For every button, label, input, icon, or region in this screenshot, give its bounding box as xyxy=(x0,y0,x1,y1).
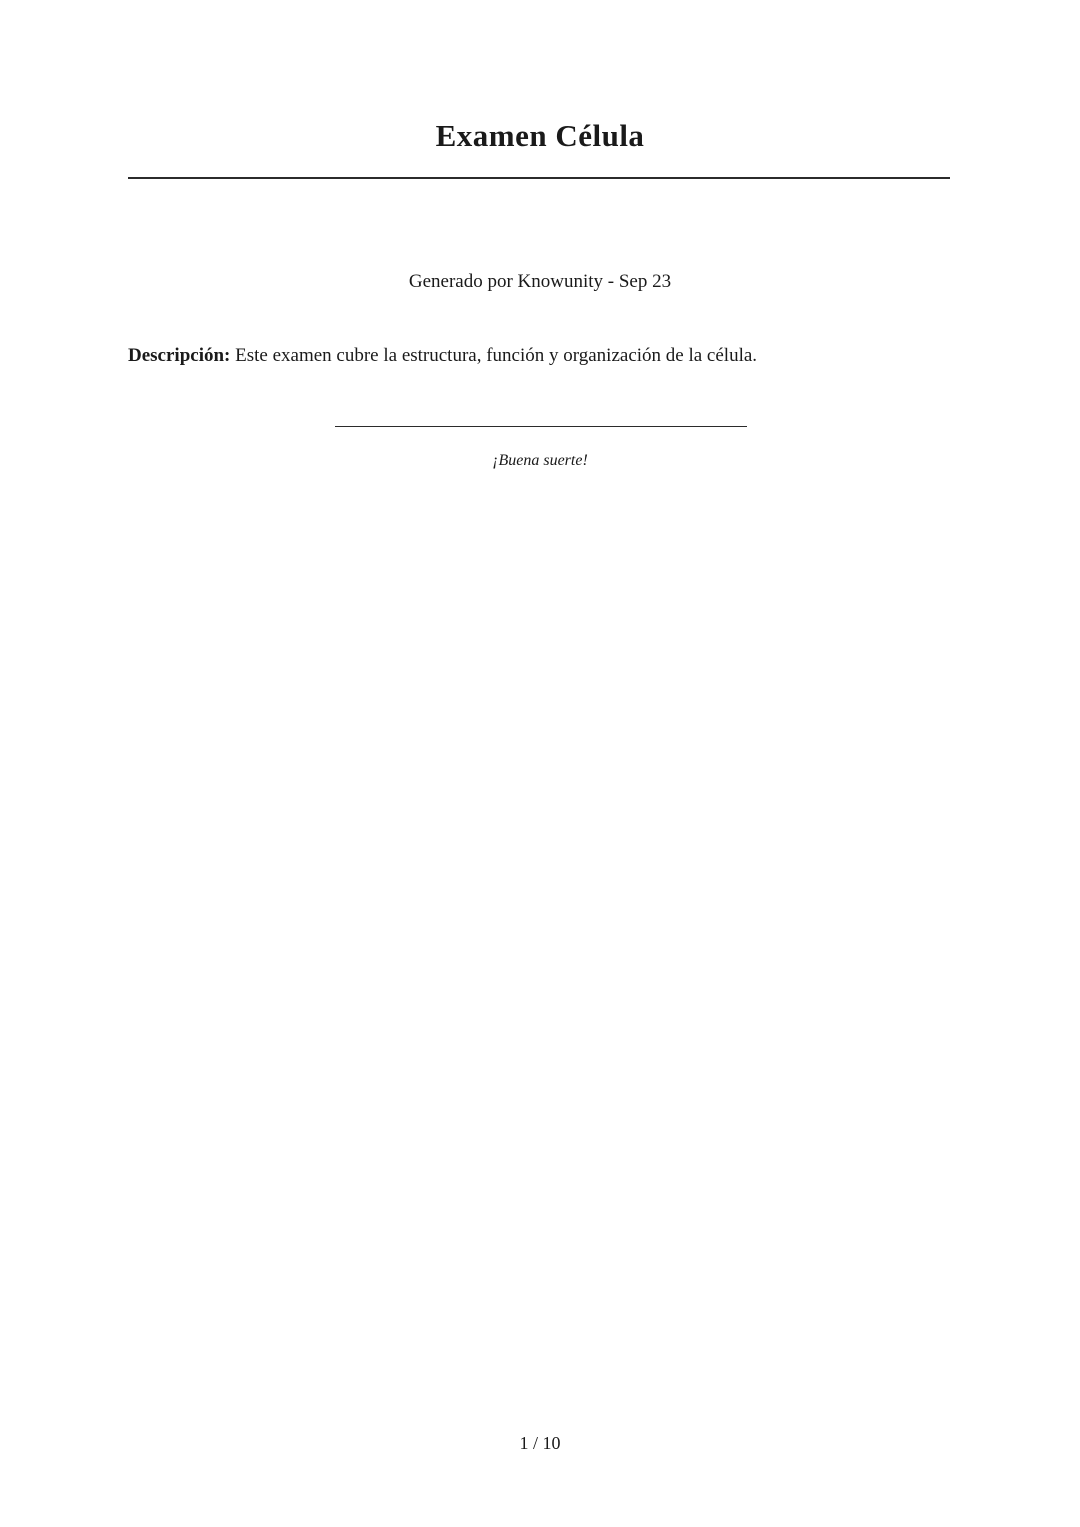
description-label: Descripción: xyxy=(128,345,231,366)
page-number: 1 / 10 xyxy=(519,1433,561,1453)
good-luck-text: ¡Buena suerte! xyxy=(492,452,588,469)
generated-by-line: Generado por Knowunity - Sep 23 xyxy=(408,271,672,292)
description-text: Este examen cubre la estructura, función y organización de la célula. xyxy=(235,345,758,366)
description-line xyxy=(128,345,952,367)
mid-divider xyxy=(335,426,747,427)
title-divider xyxy=(128,177,950,179)
page-title: Examen Célula xyxy=(435,118,645,153)
